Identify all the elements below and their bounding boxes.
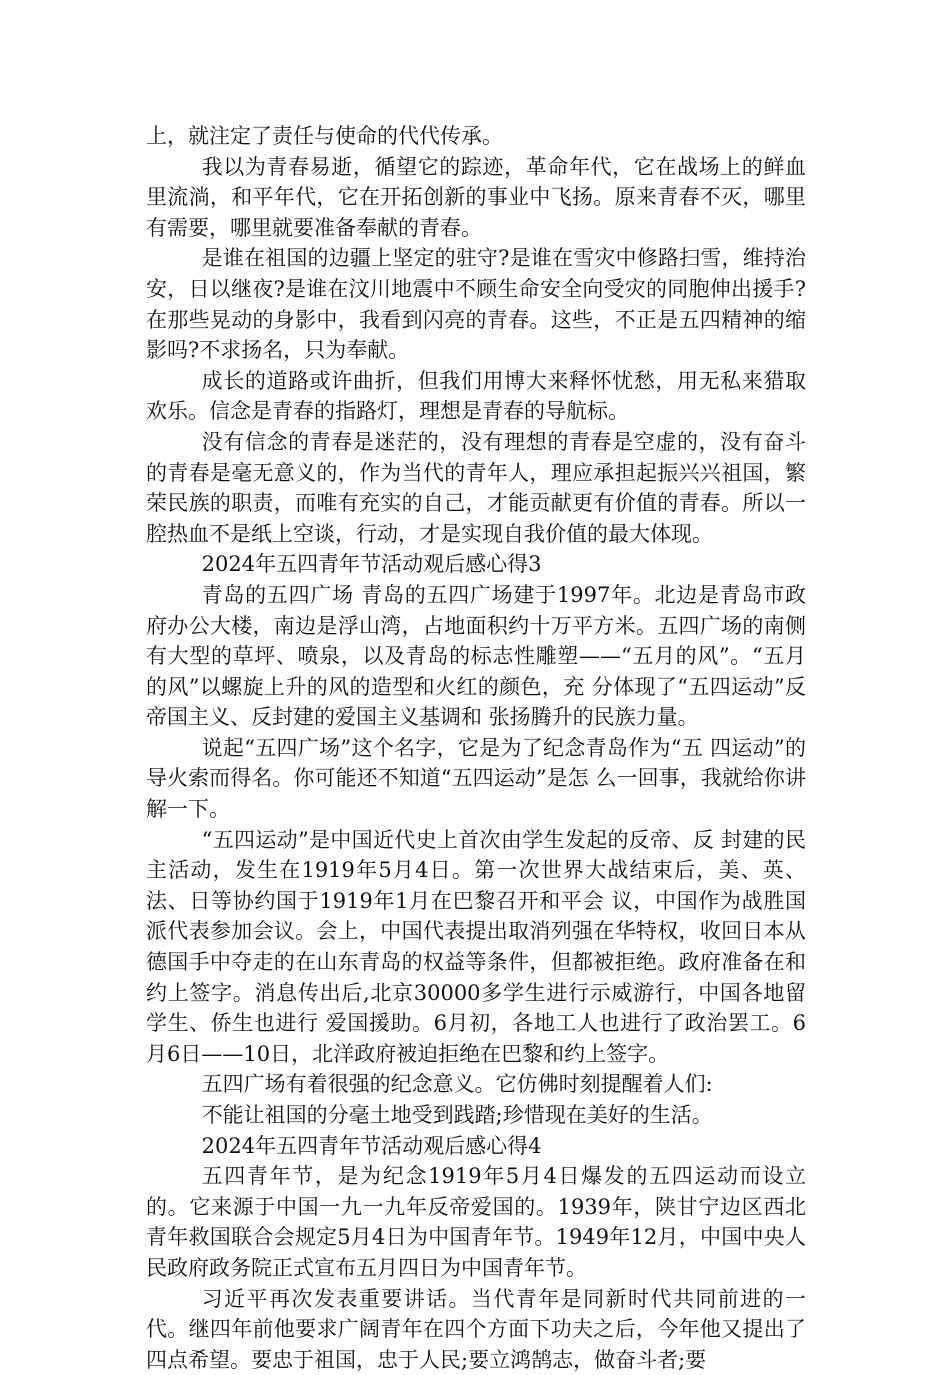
paragraph: 青岛的五四广场 青岛的五四广场建于1997年。北边是青岛市政府办公大楼，南边是浮山湾，占地面积约十万平方米。五四广场的南侧有大型的草坪、喷泉，以及青岛的标志性雕塑——“五月的风”。“五月的风”以螺旋上升的风的造型和火红的颜色，充 分体现了“五四运动”反帝国主义、反封建的爱国主义基调和 张扬腾升的民族力量。: [146, 582, 806, 730]
paragraph: 没有信念的青春是迷茫的，没有理想的青春是空虚的，没有奋斗的青春是毫无意义的，作为当代的青年人，理应承担起振兴兴祖国，繁荣民族的职责，而唯有充实的自己，才能贡献更有价值的青春。所以一腔热血不是纸上空谈，行动，才是实现自我价值的最大体现。: [146, 429, 806, 546]
paragraph: 说起“五四广场”这个名字，它是为了纪念青岛作为“五 四运动”的导火索而得名。你可能还不知道“五四运动”是怎 么一回事，我就给你讲解一下。: [146, 735, 806, 822]
paragraph: “五四运动”是中国近代史上首次由学生发起的反帝、反 封建的民主活动，发生在1919年5月4日。第一次世界大战结束后，美、英、法、日等协约国于1919年1月在巴黎召开和平会 议，中国作为战胜国派代表参加会议。会上，中国代表提出取消列强在华特权，收回日本从德国手中夺走的在山东青岛的权益等条件，但都被拒绝。政府准备在和约上签字。消息传出后,北京30000多学生进行示威游行，中国各地留学生、侨生也进行 爱国援助。6月初，各地工人也进行了政治罢工。6月6日——10日，北洋政府被迫拒绝在巴黎和约上签字。: [146, 827, 806, 1066]
section-heading: 2024年五四青年节活动观后感心得3: [201, 552, 542, 577]
document-body: [146, 121, 806, 1375]
paragraph: 不能让祖国的分毫土地受到践踏;珍惜现在美好的生活。: [201, 1103, 713, 1127]
paragraph: 五四广场有着很强的纪念意义。它仿佛时刻提醒着人们:: [201, 1072, 713, 1097]
paragraph: 五四青年节，是为纪念1919年5月4日爆发的五四运动而设立的。它来源于中国一九一九年反帝爱国的。1939年，陕甘宁边区西北青年救国联合会规定5月4日为中国青年节。1949年12月，中国中央人民政府政务院正式宣布五月四日为中国青年节。: [146, 1164, 806, 1280]
section-heading: 2024年五四青年节活动观后感心得4: [201, 1133, 542, 1158]
paragraph: 是谁在祖国的边疆上坚定的驻守?是谁在雪灾中修路扫雪，维持治安，日以继夜?是谁在汶川地震中不顾生命安全向受灾的同胞伸出援手?在那些晃动的身影中，我看到闪亮的青春。这些，不正是五四精神的缩影吗?不求扬名，只为奉献。: [146, 246, 806, 363]
paragraph: 成长的道路或许曲折，但我们用博大来释怀忧愁，用无私来猎取欢乐。信念是青春的指路灯，理想是青春的导航标。: [146, 368, 806, 424]
paragraph: 习近平再次发表重要讲话。当代青年是同新时代共同前进的一代。继四年前他要求广阔青年在四个方面下功夫之后，今年他又提出了四点希望。要忠于祖国，忠于人民;要立鸿鹄志，做奋斗者;要: [146, 1286, 806, 1372]
paragraph-continued: 上，就注定了责任与使命的代代传承。: [146, 124, 503, 148]
paragraph: 我以为青春易逝，循望它的踪迹，革命年代，它在战场上的鲜血里流淌，和平年代，它在开拓创新的事业中飞扬。原来青春不灭，哪里有需要，哪里就要准备奉献的青春。: [146, 154, 806, 240]
